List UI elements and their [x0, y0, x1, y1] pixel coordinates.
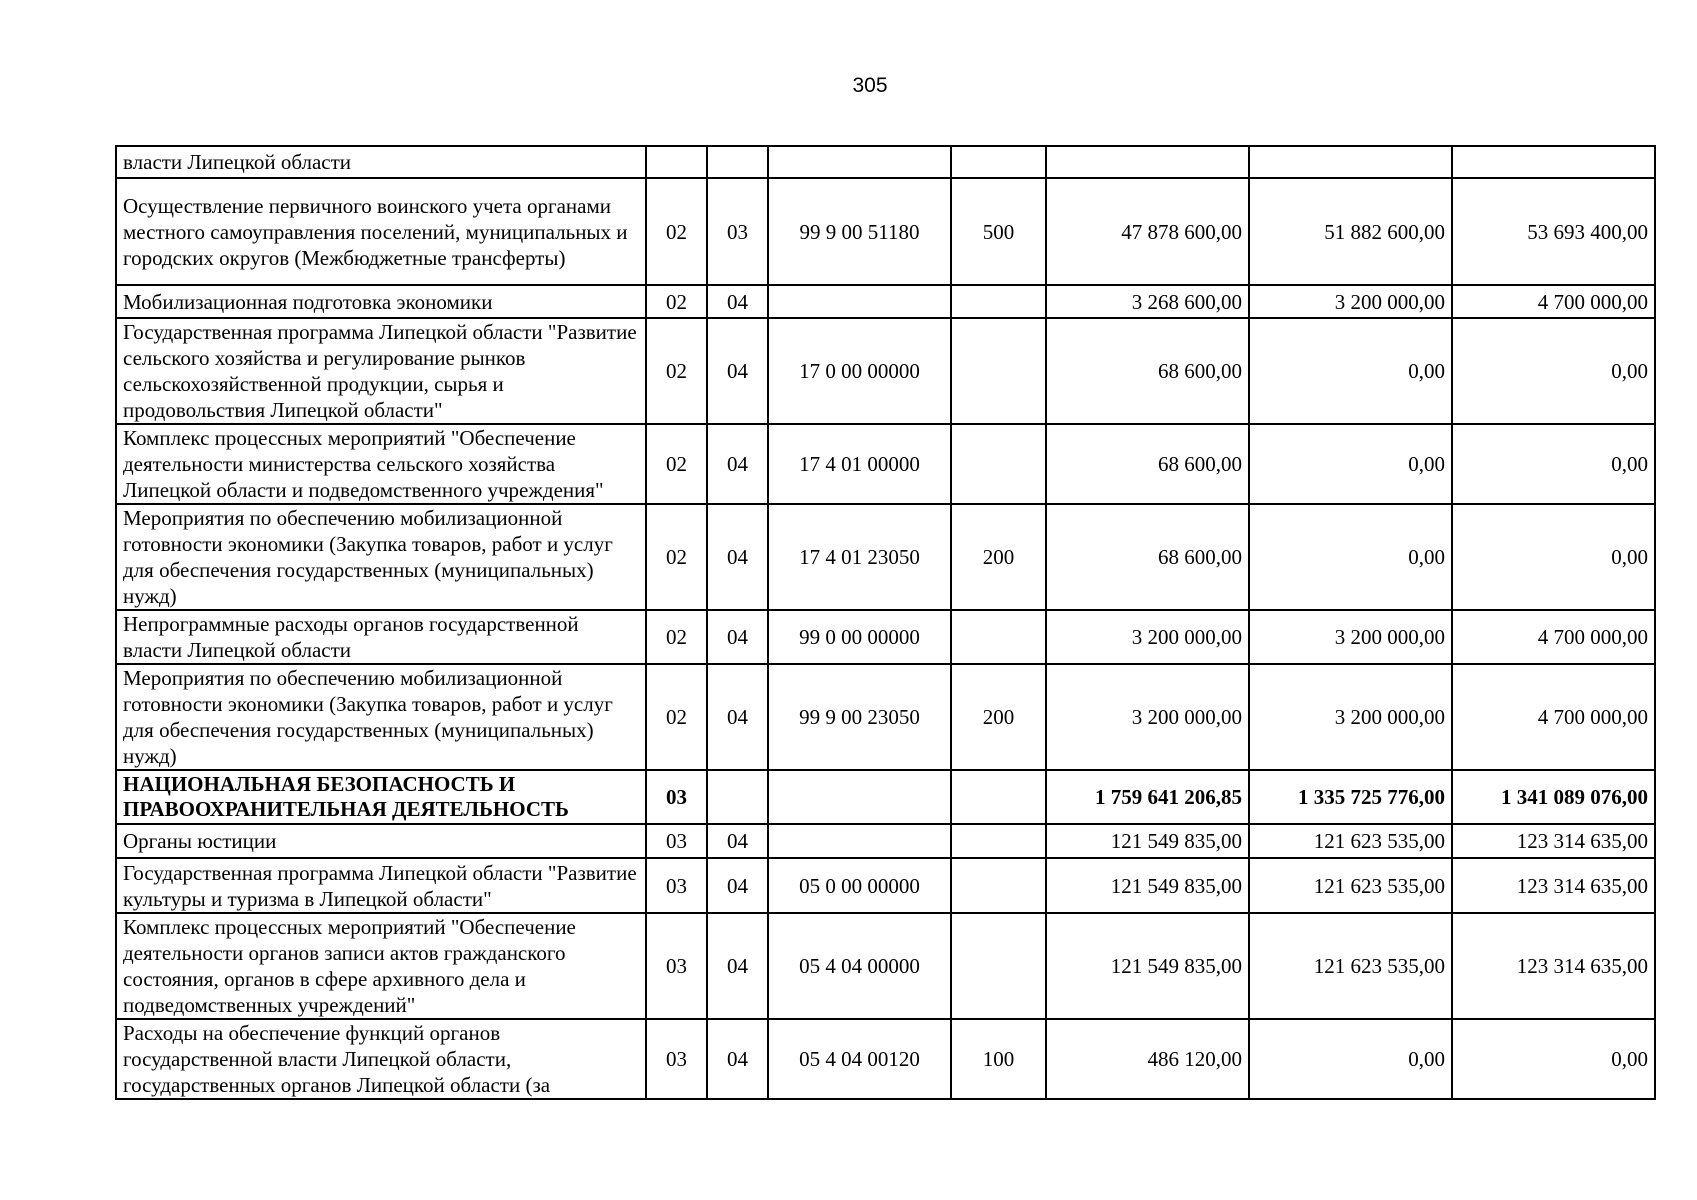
amount-year1-cell: 121 549 835,00: [1046, 824, 1249, 858]
amount-year2-cell: 1 335 725 776,00: [1249, 770, 1452, 824]
amount-year2-cell: 3 200 000,00: [1249, 285, 1452, 318]
table-row: [116, 610, 1655, 664]
subsection-code-cell: 04: [707, 858, 768, 913]
amount-year3-cell: [1452, 146, 1655, 178]
table-row: [116, 318, 1655, 424]
expense-type-cell: 500: [951, 178, 1046, 285]
expense-type-cell: [951, 610, 1046, 664]
amount-year2-cell: [1249, 146, 1452, 178]
section-code-cell: 02: [646, 424, 707, 504]
row-name-cell: Государственная программа Липецкой области "Развитие сельского хозяйства и регулирование рынков сельскохозяйственной продукции, сырья и продовольствия Липецкой области": [116, 318, 646, 424]
table-row: [116, 770, 1655, 824]
row-name-cell: Государственная программа Липецкой области "Развитие культуры и туризма в Липецкой области": [116, 858, 646, 913]
target-article-cell: 17 0 00 00000: [768, 318, 951, 424]
amount-year2-cell: 3 200 000,00: [1249, 610, 1452, 664]
page-number: 305: [852, 74, 888, 97]
table-row: [116, 146, 1655, 178]
target-article-cell: 99 9 00 23050: [768, 664, 951, 770]
amount-year1-cell: 68 600,00: [1046, 504, 1249, 610]
expense-type-cell: 200: [951, 664, 1046, 770]
table-row: [116, 285, 1655, 318]
target-article-cell: 05 4 04 00120: [768, 1019, 951, 1099]
amount-year3-cell: 4 700 000,00: [1452, 610, 1655, 664]
target-article-cell: [768, 770, 951, 824]
amount-year3-cell: 0,00: [1452, 1019, 1655, 1099]
subsection-code-cell: [707, 146, 768, 178]
expense-type-cell: [951, 770, 1046, 824]
section-code-cell: 03: [646, 1019, 707, 1099]
target-article-cell: [768, 285, 951, 318]
table-row: [116, 1019, 1655, 1099]
table-row: [116, 858, 1655, 913]
target-article-cell: 99 9 00 51180: [768, 178, 951, 285]
amount-year3-cell: 4 700 000,00: [1452, 285, 1655, 318]
amount-year1-cell: [1046, 146, 1249, 178]
section-code-cell: 02: [646, 610, 707, 664]
amount-year2-cell: 121 623 535,00: [1249, 824, 1452, 858]
table-row: [116, 504, 1655, 610]
subsection-code-cell: 04: [707, 1019, 768, 1099]
subsection-code-cell: 03: [707, 178, 768, 285]
amount-year3-cell: 0,00: [1452, 424, 1655, 504]
amount-year2-cell: 0,00: [1249, 424, 1452, 504]
row-name-cell: НАЦИОНАЛЬНАЯ БЕЗОПАСНОСТЬ И ПРАВООХРАНИТЕЛЬНАЯ ДЕЯТЕЛЬНОСТЬ: [116, 770, 646, 824]
target-article-cell: 05 4 04 00000: [768, 913, 951, 1019]
table-row: [116, 824, 1655, 858]
expense-type-cell: [951, 146, 1046, 178]
amount-year3-cell: 0,00: [1452, 504, 1655, 610]
row-name-cell: власти Липецкой области: [116, 146, 646, 178]
section-code-cell: 02: [646, 664, 707, 770]
row-name-cell: Мобилизационная подготовка экономики: [116, 285, 646, 318]
target-article-cell: 05 0 00 00000: [768, 858, 951, 913]
amount-year2-cell: 51 882 600,00: [1249, 178, 1452, 285]
subsection-code-cell: 04: [707, 318, 768, 424]
expense-type-cell: [951, 424, 1046, 504]
row-name-cell: Мероприятия по обеспечению мобилизационной готовности экономики (Закупка товаров, работ и услуг для обеспечения государственных (муниципальных) нужд): [116, 504, 646, 610]
subsection-code-cell: 04: [707, 504, 768, 610]
row-name-cell: Расходы на обеспечение функций органов государственной власти Липецкой области, государственных органов Липецкой области (за: [116, 1019, 646, 1099]
subsection-code-cell: 04: [707, 824, 768, 858]
expense-type-cell: 100: [951, 1019, 1046, 1099]
amount-year3-cell: 0,00: [1452, 318, 1655, 424]
row-name-cell: Осуществление первичного воинского учета органами местного самоуправления поселений, муниципальных и городских округов (Межбюджетные трансферты): [116, 178, 646, 285]
subsection-code-cell: 04: [707, 913, 768, 1019]
amount-year1-cell: 3 200 000,00: [1046, 610, 1249, 664]
target-article-cell: [768, 824, 951, 858]
amount-year1-cell: 121 549 835,00: [1046, 858, 1249, 913]
expense-type-cell: [951, 824, 1046, 858]
amount-year2-cell: 121 623 535,00: [1249, 858, 1452, 913]
section-code-cell: 02: [646, 285, 707, 318]
section-code-cell: 02: [646, 178, 707, 285]
amount-year2-cell: 0,00: [1249, 504, 1452, 610]
amount-year2-cell: 121 623 535,00: [1249, 913, 1452, 1019]
amount-year3-cell: 53 693 400,00: [1452, 178, 1655, 285]
amount-year1-cell: 3 268 600,00: [1046, 285, 1249, 318]
expense-type-cell: [951, 913, 1046, 1019]
section-code-cell: 03: [646, 770, 707, 824]
row-name-cell: Комплекс процессных мероприятий "Обеспечение деятельности органов записи актов гражданского состояния, органов в сфере архивного дела и подведомственных учреждений": [116, 913, 646, 1019]
table-row: [116, 664, 1655, 770]
section-code-cell: 02: [646, 504, 707, 610]
section-code-cell: 03: [646, 858, 707, 913]
amount-year1-cell: 486 120,00: [1046, 1019, 1249, 1099]
section-code-cell: 02: [646, 318, 707, 424]
section-code-cell: [646, 146, 707, 178]
target-article-cell: [768, 146, 951, 178]
table-body: [116, 146, 1655, 1099]
amount-year1-cell: 68 600,00: [1046, 424, 1249, 504]
subsection-code-cell: 04: [707, 424, 768, 504]
row-name-cell: Комплекс процессных мероприятий "Обеспечение деятельности министерства сельского хозяйства Липецкой области и подведомственного учреждения": [116, 424, 646, 504]
target-article-cell: 99 0 00 00000: [768, 610, 951, 664]
amount-year1-cell: 1 759 641 206,85: [1046, 770, 1249, 824]
amount-year2-cell: 3 200 000,00: [1249, 664, 1452, 770]
table-row: [116, 178, 1655, 285]
expense-type-cell: [951, 318, 1046, 424]
budget-table: [115, 145, 1656, 1100]
row-name-cell: Органы юстиции: [116, 824, 646, 858]
amount-year3-cell: 123 314 635,00: [1452, 824, 1655, 858]
amount-year1-cell: 47 878 600,00: [1046, 178, 1249, 285]
amount-year1-cell: 68 600,00: [1046, 318, 1249, 424]
amount-year2-cell: 0,00: [1249, 318, 1452, 424]
subsection-code-cell: 04: [707, 285, 768, 318]
amount-year3-cell: 123 314 635,00: [1452, 858, 1655, 913]
subsection-code-cell: 04: [707, 610, 768, 664]
row-name-cell: Мероприятия по обеспечению мобилизационной готовности экономики (Закупка товаров, работ и услуг для обеспечения государственных (муниципальных) нужд): [116, 664, 646, 770]
row-name-cell: Непрограммные расходы органов государственной власти Липецкой области: [116, 610, 646, 664]
amount-year1-cell: 3 200 000,00: [1046, 664, 1249, 770]
amount-year2-cell: 0,00: [1249, 1019, 1452, 1099]
section-code-cell: 03: [646, 824, 707, 858]
expense-type-cell: [951, 285, 1046, 318]
amount-year1-cell: 121 549 835,00: [1046, 913, 1249, 1019]
target-article-cell: 17 4 01 23050: [768, 504, 951, 610]
subsection-code-cell: [707, 770, 768, 824]
target-article-cell: 17 4 01 00000: [768, 424, 951, 504]
amount-year3-cell: 4 700 000,00: [1452, 664, 1655, 770]
amount-year3-cell: 123 314 635,00: [1452, 913, 1655, 1019]
amount-year3-cell: 1 341 089 076,00: [1452, 770, 1655, 824]
subsection-code-cell: 04: [707, 664, 768, 770]
section-code-cell: 03: [646, 913, 707, 1019]
table-row: [116, 424, 1655, 504]
expense-type-cell: 200: [951, 504, 1046, 610]
table-row: [116, 913, 1655, 1019]
expense-type-cell: [951, 858, 1046, 913]
